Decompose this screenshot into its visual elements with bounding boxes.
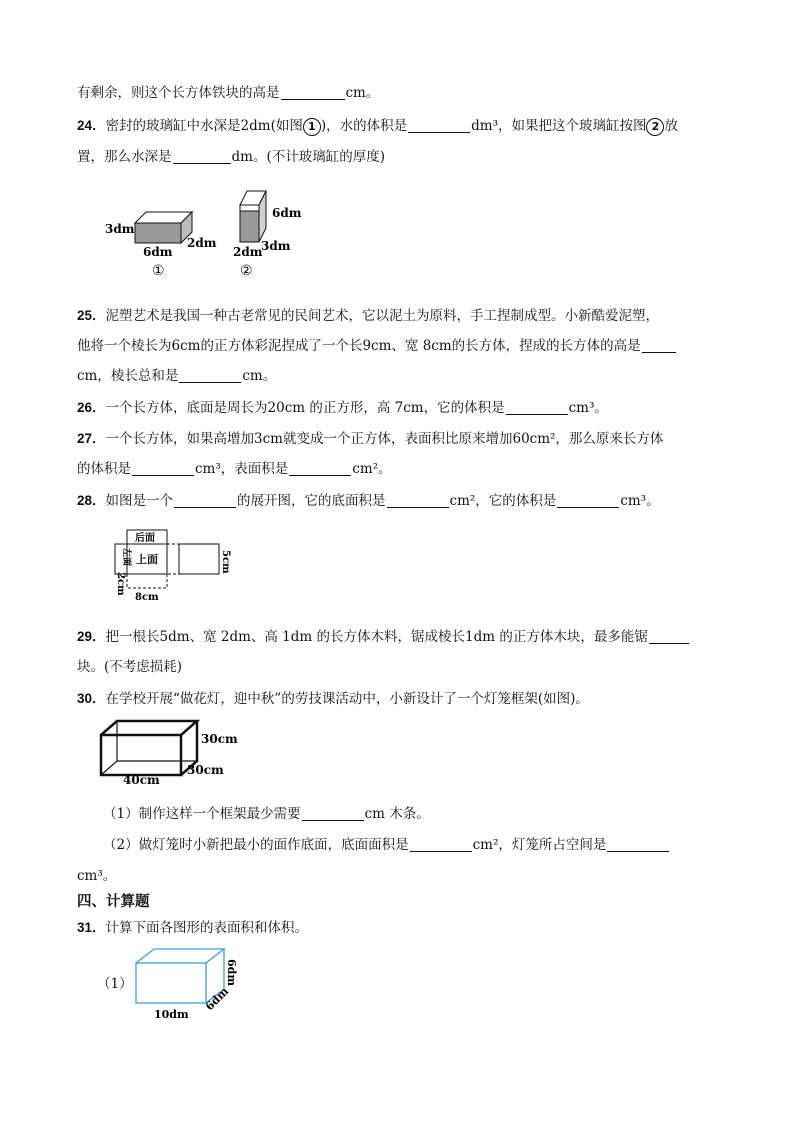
q24-text-e: 置，那么水深是	[77, 149, 172, 165]
dim-height: 6dm	[272, 206, 302, 220]
section-heading: 四、计算题	[77, 894, 150, 910]
dim-height: 5cm	[220, 550, 231, 574]
q25-line-2	[77, 334, 677, 354]
question-number: 29．	[77, 629, 106, 644]
q27-text-2c: cm²。	[352, 461, 392, 477]
q31-box-figure	[132, 945, 252, 1025]
q29-line-2	[77, 655, 182, 675]
q24-text-f: dm。(不计玻璃缸的厚度)	[231, 149, 385, 165]
q30-sub-2	[103, 833, 670, 853]
q24-line-1	[77, 114, 678, 136]
q30-sub1-text-b: cm 木条。	[364, 806, 430, 822]
q25-text-3a: cm，棱长总和是	[77, 368, 179, 384]
q31-part-label: （1）	[97, 976, 133, 992]
q29-text-1: 把一根长5dm、宽 2dm、高 1dm 的长方体木料，锯成棱长1dm 的正方体木块，最多能锯	[105, 629, 648, 645]
q23-tail-text: 有剩余，则这个长方体铁块的高是	[77, 85, 280, 101]
q24-text-c: dm³，如果把这个玻璃缸按图	[471, 118, 647, 134]
net-back-label: 后面	[135, 533, 155, 544]
answer-blank[interactable]	[174, 493, 236, 508]
q28-text-b: 的展开图，它的底面积是	[237, 493, 386, 509]
net-left-label: 左面	[121, 548, 131, 567]
answer-blank[interactable]	[410, 837, 472, 852]
dim-height: 30cm	[201, 732, 238, 746]
dim-height: 3dm	[105, 222, 135, 236]
q27-text-2b: cm³，表面积是	[195, 461, 289, 477]
dim-width: 3dm	[261, 239, 291, 253]
dim-width: 30cm	[187, 763, 224, 777]
q24-text-a: 密封的玻璃缸中水深是2dm(如图	[105, 118, 303, 134]
answer-blank[interactable]	[289, 461, 351, 476]
net-top-label: 上面	[136, 553, 158, 566]
q23-tail-line	[77, 81, 379, 101]
q24-text-d: 放	[664, 118, 678, 134]
answer-blank[interactable]	[281, 85, 345, 100]
dim-length: 6dm	[143, 245, 173, 259]
question-number: 30．	[77, 691, 106, 706]
tank-figure-1	[105, 212, 217, 279]
q25-line-1	[77, 304, 659, 324]
q30-line-1	[77, 687, 589, 707]
q25-text-1: 泥塑艺术是我国一种古老常见的民间艺术，它以泥土为原料，手工捏制成型。小新酷爱泥塑，	[105, 308, 660, 324]
q25-text-3b: cm。	[242, 368, 277, 384]
answer-blank[interactable]	[557, 493, 619, 508]
answer-blank[interactable]	[387, 493, 449, 508]
figure-tag: ②	[240, 263, 253, 279]
q30-text-1: 在学校开展“做花灯，迎中秋”的劳技课活动中，小新设计了一个灯笼框架(如图)。	[105, 691, 589, 707]
answer-blank[interactable]	[649, 629, 689, 644]
dim-length: 8cm	[135, 592, 159, 603]
q29-line-1	[77, 625, 690, 645]
q28-line	[77, 489, 660, 509]
q30-sub1-text-a: （1）制作这样一个框架最少需要	[103, 806, 301, 822]
dim-length: 2dm	[233, 245, 263, 259]
dim-width: 2cm	[115, 572, 126, 596]
dim-width: 2dm	[187, 236, 217, 250]
q30-sub2-text-a: （2）做灯笼时小新把最小的面作底面，底面面积是	[103, 837, 409, 853]
question-number: 28．	[77, 493, 106, 508]
answer-blank[interactable]	[506, 400, 568, 415]
answer-blank[interactable]	[173, 149, 231, 164]
tank-figure-2	[233, 191, 302, 279]
q24-line-2	[77, 145, 385, 165]
q26-line	[77, 396, 608, 416]
question-number: 24．	[77, 118, 106, 133]
answer-blank[interactable]	[408, 118, 470, 133]
q28-text-d: cm³。	[620, 493, 660, 509]
q27-line-2	[77, 457, 392, 477]
question-number: 31．	[77, 920, 106, 935]
q26-text-b: cm³。	[568, 400, 608, 416]
q28-text-a: 如图是一个	[105, 493, 174, 509]
answer-blank[interactable]	[642, 338, 676, 353]
q31-line	[77, 916, 308, 936]
q30-sub2-text-c: cm³。	[77, 868, 117, 884]
q25-line-3	[77, 364, 276, 384]
dim-width: 6dm	[202, 984, 232, 1014]
question-number: 27．	[77, 431, 106, 446]
q23-tail-unit: cm。	[345, 85, 380, 101]
dim-height: 6dm	[225, 959, 238, 986]
q30-sub-2-cont	[77, 864, 116, 884]
q31-text: 计算下面各图形的表面积和体积。	[105, 920, 309, 936]
figure-tag: ①	[152, 263, 165, 279]
q30-frame-figure	[95, 713, 265, 788]
answer-blank[interactable]	[607, 837, 669, 852]
q24-text-b: )，水的体积是	[320, 118, 408, 134]
question-number: 25．	[77, 308, 106, 323]
q26-text-a: 一个长方体，底面是周长为20cm 的正方形，高 7cm，它的体积是	[105, 400, 505, 416]
circled-number: 1	[303, 118, 321, 136]
q27-text-2a: 的体积是	[77, 461, 131, 477]
answer-blank[interactable]	[179, 368, 241, 383]
q24-figure	[100, 184, 320, 284]
q28-text-c: cm²，它的体积是	[449, 493, 557, 509]
q29-text-2: 块。(不考虑损耗)	[77, 659, 183, 675]
answer-blank[interactable]	[132, 461, 194, 476]
answer-blank[interactable]	[302, 806, 364, 821]
q28-net-figure	[105, 524, 245, 604]
q25-text-2: 他将一个棱长为6cm的正方体彩泥捏成了一个长9cm、宽 8cm的长方体，捏成的长方体的高是	[77, 338, 641, 354]
circled-number: 2	[646, 118, 664, 136]
q27-line-1	[77, 427, 663, 447]
dim-length: 10dm	[154, 1008, 189, 1021]
q27-text-1: 一个长方体，如果高增加3cm就变成一个正方体，表面积比原来增加60cm²，那么原来长方体	[105, 431, 664, 447]
q30-sub2-text-b: cm²，灯笼所占空间是	[472, 837, 607, 853]
dim-length: 40cm	[123, 773, 160, 787]
q30-sub-1	[103, 802, 430, 822]
question-number: 26．	[77, 400, 106, 415]
